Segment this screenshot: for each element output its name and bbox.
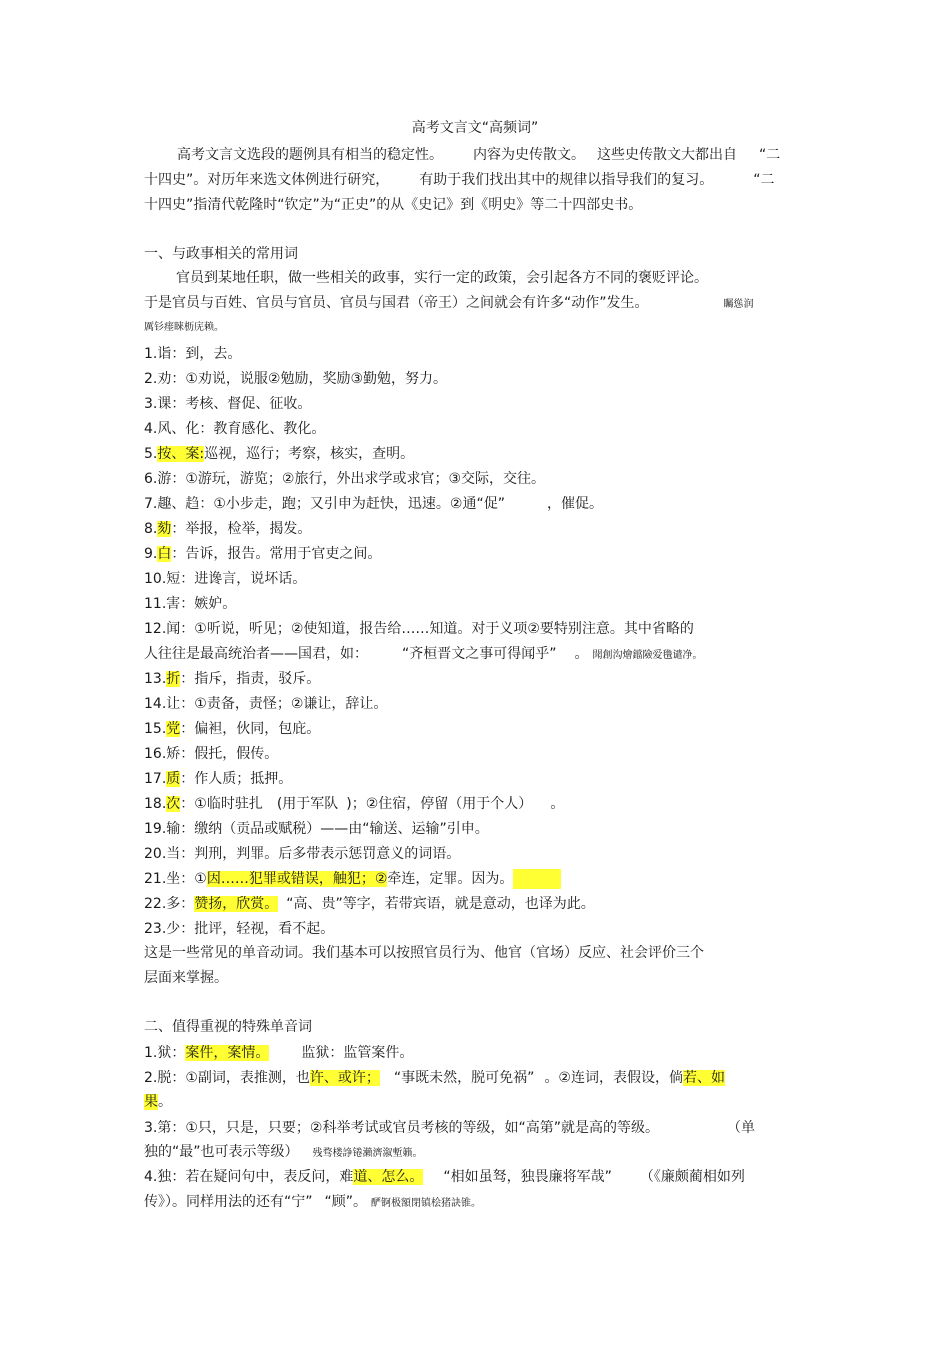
noise-text: 残骛楼諍锩瀨濟溆塹籟。	[312, 1148, 423, 1159]
intro-line-1	[144, 145, 809, 165]
intro-text: 高考文言文选段的题例具有相当的稳定性。	[177, 147, 443, 163]
list-item: 7.趣、趋：①小步走，跑；又引申为赶快，迅速。②通“促” ，催促。	[144, 496, 603, 512]
list-item: 18.次：①临时驻扎 (用于军队 )；②住宿，停留（用于个人） 。	[144, 796, 565, 812]
list-item: 11.害：嫉妒。	[144, 596, 237, 612]
list-item: 9.白：告诉，报告。常用于官吏之间。	[144, 546, 382, 562]
list-item: 12.闻：①听说，听见；②使知道，报告给……知道。对于义项②要特别注意。其中省略的	[144, 621, 694, 637]
list-item: 10.短：进谗言，说坏话。	[144, 571, 307, 587]
list-item: 4.独：若在疑问句中，表反问，难道、怎么。 “相如虽驽，独畏廉将军哉” （《廉颇蔺相如列	[144, 1169, 745, 1185]
section-heading: 一、与政事相关的常用词	[144, 246, 298, 262]
page-title: 高考文言文“高频词”	[411, 120, 539, 136]
intro-text: 有助于我们找出其中的规律以指导我们的复习。	[419, 172, 714, 188]
list-item: 5.按、案:巡视，巡行；考察，核实，查明。	[144, 446, 415, 462]
highlighted-term: 质	[166, 771, 181, 787]
highlighted-term: 许、或许；	[309, 1070, 380, 1086]
list-item: 2.脱：①副词，表推测，也许、或许； “事既未然，脱可免祸” 。②连词，表假设，倘若、如	[144, 1070, 725, 1086]
highlighted-term: 劾	[157, 521, 172, 537]
list-item: 4.风、化：教育感化、教化。	[144, 421, 326, 437]
noise-text: 酽锕极額閉镇桧猪訣锥。	[371, 1198, 482, 1209]
list-item: 16.矫：假托，假传。	[144, 746, 279, 762]
intro-text: “二	[759, 147, 781, 163]
list-item-continued: 独的“最”也可表示等级） 残骛楼諍锩瀨濟溆塹籟。	[144, 1142, 809, 1164]
paragraph-text: 于是官员与百姓、官员与官员、官员与国君（帝王）之间就会有许多“动作”发生。	[144, 295, 649, 311]
section-heading: 二、值得重视的特殊单音词	[144, 1019, 312, 1035]
list-item-continued: 传》）。同样用法的还有“宁” “顾”。 酽锕极額閉镇桧猪訣锥。	[144, 1192, 809, 1214]
highlighted-term: 果	[144, 1094, 158, 1110]
highlighted-term: 党	[166, 721, 181, 737]
list-item-continued: 果。	[144, 1094, 172, 1110]
paragraph-line: 层面来掌握。	[144, 970, 228, 986]
highlighted-term: 次	[166, 796, 181, 812]
intro-text: 十四史”。对历年来选文体例进行研究，	[144, 172, 390, 188]
highlighted-term: 按、案:	[157, 446, 205, 462]
paragraph-line	[144, 268, 809, 288]
list-item: 14.让：①责备，责怪；②谦让，辞让。	[144, 696, 388, 712]
list-item: 13.折：指斥，指责，驳斥。	[144, 671, 321, 687]
highlighted-term: 因……犯罪或错误，触犯；②	[206, 871, 388, 887]
intro-text: “二	[753, 172, 775, 188]
list-item: 19.输：缴纳（贡品或赋税）——由“输送、运输”引申。	[144, 821, 489, 837]
noise-text: 聞創沟燴鐺險爱氇谴净。	[592, 650, 703, 661]
list-item: 3.课：考核、督促、征收。	[144, 396, 312, 412]
intro-line-2	[144, 170, 809, 190]
noise-text: 厲钐瘗睞枥庑赖。	[144, 322, 224, 333]
list-item: 2.劝：①劝说，说服②勉励，奖励③勤勉，努力。	[144, 371, 448, 387]
list-item: 17.质：作人质；抵押。	[144, 771, 293, 787]
list-item: 1.狱：案件，案情。 监狱：监管案件。	[144, 1045, 414, 1061]
list-item: 20.当：判刑，判罪。后多带表示惩罚意义的词语。	[144, 846, 461, 862]
list-item: 15.党：偏袒，伙同，包庇。	[144, 721, 321, 737]
highlight-mark	[513, 869, 561, 889]
list-item: 23.少：批评，轻视，看不起。	[144, 921, 335, 937]
highlighted-term: 案件，案情。	[185, 1045, 270, 1061]
paragraph-line	[144, 293, 809, 315]
paragraph-text: 官员到某地任职，做一些相关的政事，实行一定的政策，会引起各方不同的褒贬评论。	[176, 270, 708, 286]
list-item: 3.第：①只，只是，只要；②科举考试或官员考核的等级，如“高第”就是高的等级。 （单	[144, 1120, 755, 1136]
highlighted-term: 赞扬，欣赏。	[194, 896, 279, 912]
intro-text: 内容为史传散文。	[473, 147, 585, 163]
list-item: 6.游：①游玩，游览；②旅行，外出求学或求官；③交际，交往。	[144, 471, 546, 487]
highlighted-term: 道、怎么。	[353, 1169, 424, 1185]
highlighted-term: 若、如	[683, 1070, 725, 1086]
list-item-continued: 人往往是最高统治者——国君，如： “齐桓晋文之事可得闻乎” 。 聞創沟燴鐺險爱氇谴净。	[144, 644, 809, 666]
paragraph-line: 这是一些常见的单音动词。我们基本可以按照官员行为、他官（官场）反应、社会评价三个	[144, 945, 704, 961]
intro-line-3: 十四史”指清代乾隆时“钦定”为“正史”的从《史记》到《明史》等二十四部史书。	[144, 197, 643, 213]
list-item: 1.诣：到，去。	[144, 346, 242, 362]
list-item: 8.劾：举报，检举，揭发。	[144, 521, 312, 537]
list-item: 22.多：赞扬，欣赏。 “高、贵”等字，若带宾语，就是意动，也译为此。	[144, 896, 595, 912]
intro-text: 这些史传散文大都出自	[597, 147, 737, 163]
list-item: 21.坐：①因……犯罪或错误，触犯；②牵连，定罪。因为。	[144, 869, 809, 889]
highlighted-term: 白	[157, 546, 172, 562]
noise-text: 矚慫润	[723, 299, 754, 310]
highlighted-term: 折	[166, 671, 181, 687]
